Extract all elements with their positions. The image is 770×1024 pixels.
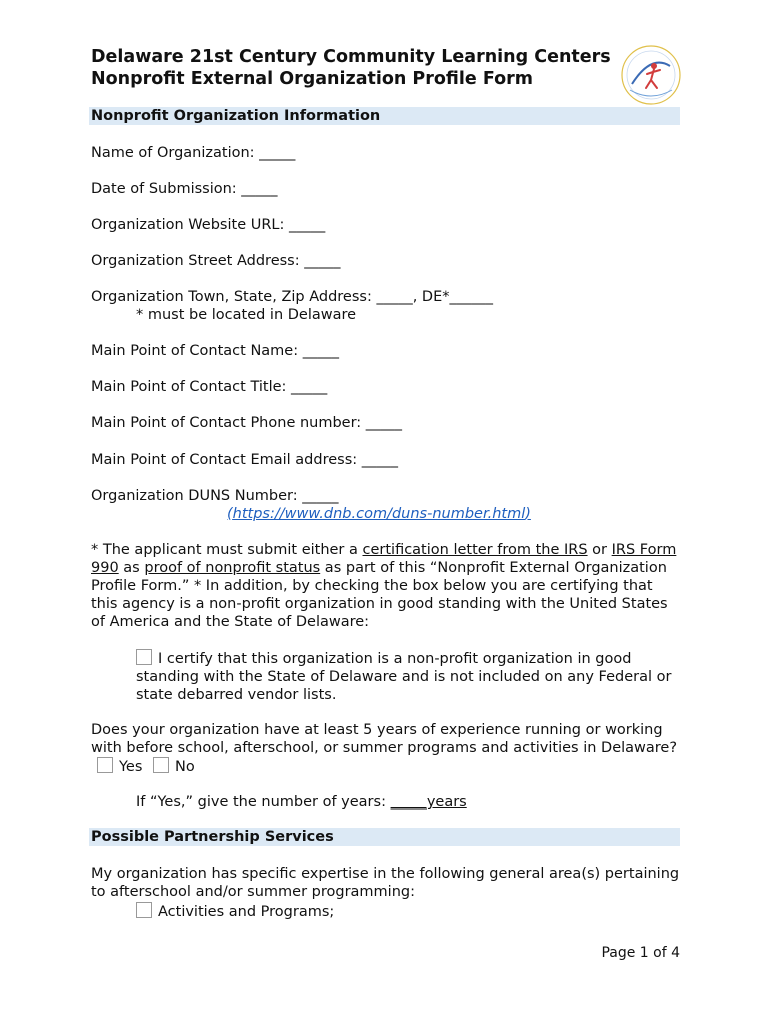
section-heading-partnership: Possible Partnership Services [89,828,680,846]
experience-yes-checkbox[interactable] [97,757,113,773]
irs-letter-link[interactable]: certification letter from the IRS [362,542,588,558]
experience-yes-label: Yes [119,759,143,775]
experience-question-text: Does your organization have at least 5 years of experience running or working with before school, afterschool, or summer programs and activities in Delaware? [91,722,678,756]
field-org-name[interactable]: Name of Organization: _____ [91,145,296,161]
irs-form-990-link[interactable]: IRS Form 990 [91,542,677,576]
field-town-state-zip[interactable]: Organization Town, State, Zip Address: _____, DE*______ [91,289,493,305]
partnership-intro: My organization has specific expertise in the following general area(s) pertaining to afterschool and/or summer programming: [91,866,680,900]
applicant-note [91,541,681,631]
field-poc-title[interactable]: Main Point of Contact Title: _____ [91,379,328,395]
experience-no-checkbox[interactable] [153,757,169,773]
section-heading-org-info: Nonprofit Organization Information [89,107,680,125]
certify-checkbox[interactable] [136,649,152,665]
duns-paren-open: ( [227,506,233,522]
page-number: Page 1 of 4 [601,945,680,961]
form-title [91,46,611,90]
certify-text: I certify that this organization is a non-profit organization in good standing with the State of Delaware and is not included on any Federal or state debarred vendor lists. [136,651,672,703]
years-experience-field[interactable] [136,793,467,811]
years-blank[interactable]: _____years [390,794,467,810]
applicant-note-text-4: as part of this “Nonprofit External Organization Profile Form.” * In addition, by checking the box below you are certifying that this agency is a non-profit organization in good standing with the United States of America and the State of Delaware: [91,560,668,630]
field-submission-date[interactable]: Date of Submission: _____ [91,181,278,197]
experience-no-label: No [175,759,195,775]
de-21cclc-logo-icon [620,44,682,106]
field-duns-number[interactable]: Organization DUNS Number: _____ [91,488,339,504]
applicant-note-text-2: or [587,542,612,558]
years-prompt: If “Yes,” give the number of years: [136,794,391,810]
experience-question [91,721,681,776]
title-line-1: Delaware 21st Century Community Learning Centers [91,47,611,67]
option-activities [136,902,334,921]
title-line-2: Nonprofit External Organization Profile Form [91,69,533,89]
duns-paren-close: ) [525,506,531,522]
duns-link[interactable]: https://www.dnb.com/duns-number.html [232,506,526,522]
delaware-location-note: * must be located in Delaware [136,307,357,323]
activities-checkbox[interactable] [136,902,152,918]
applicant-note-text-3: as [118,560,145,576]
duns-link-wrapper [227,505,531,523]
field-poc-name[interactable]: Main Point of Contact Name: _____ [91,343,339,359]
field-website-url[interactable]: Organization Website URL: _____ [91,217,326,233]
field-poc-phone[interactable]: Main Point of Contact Phone number: _____ [91,415,403,431]
field-poc-email[interactable]: Main Point of Contact Email address: _____ [91,452,398,468]
activities-label: Activities and Programs; [158,904,335,920]
certify-item [136,649,681,704]
nonprofit-proof-link[interactable]: proof of nonprofit status [144,560,321,576]
applicant-note-text-1: * The applicant must submit either a [91,542,363,558]
field-street-address[interactable]: Organization Street Address: _____ [91,253,341,269]
